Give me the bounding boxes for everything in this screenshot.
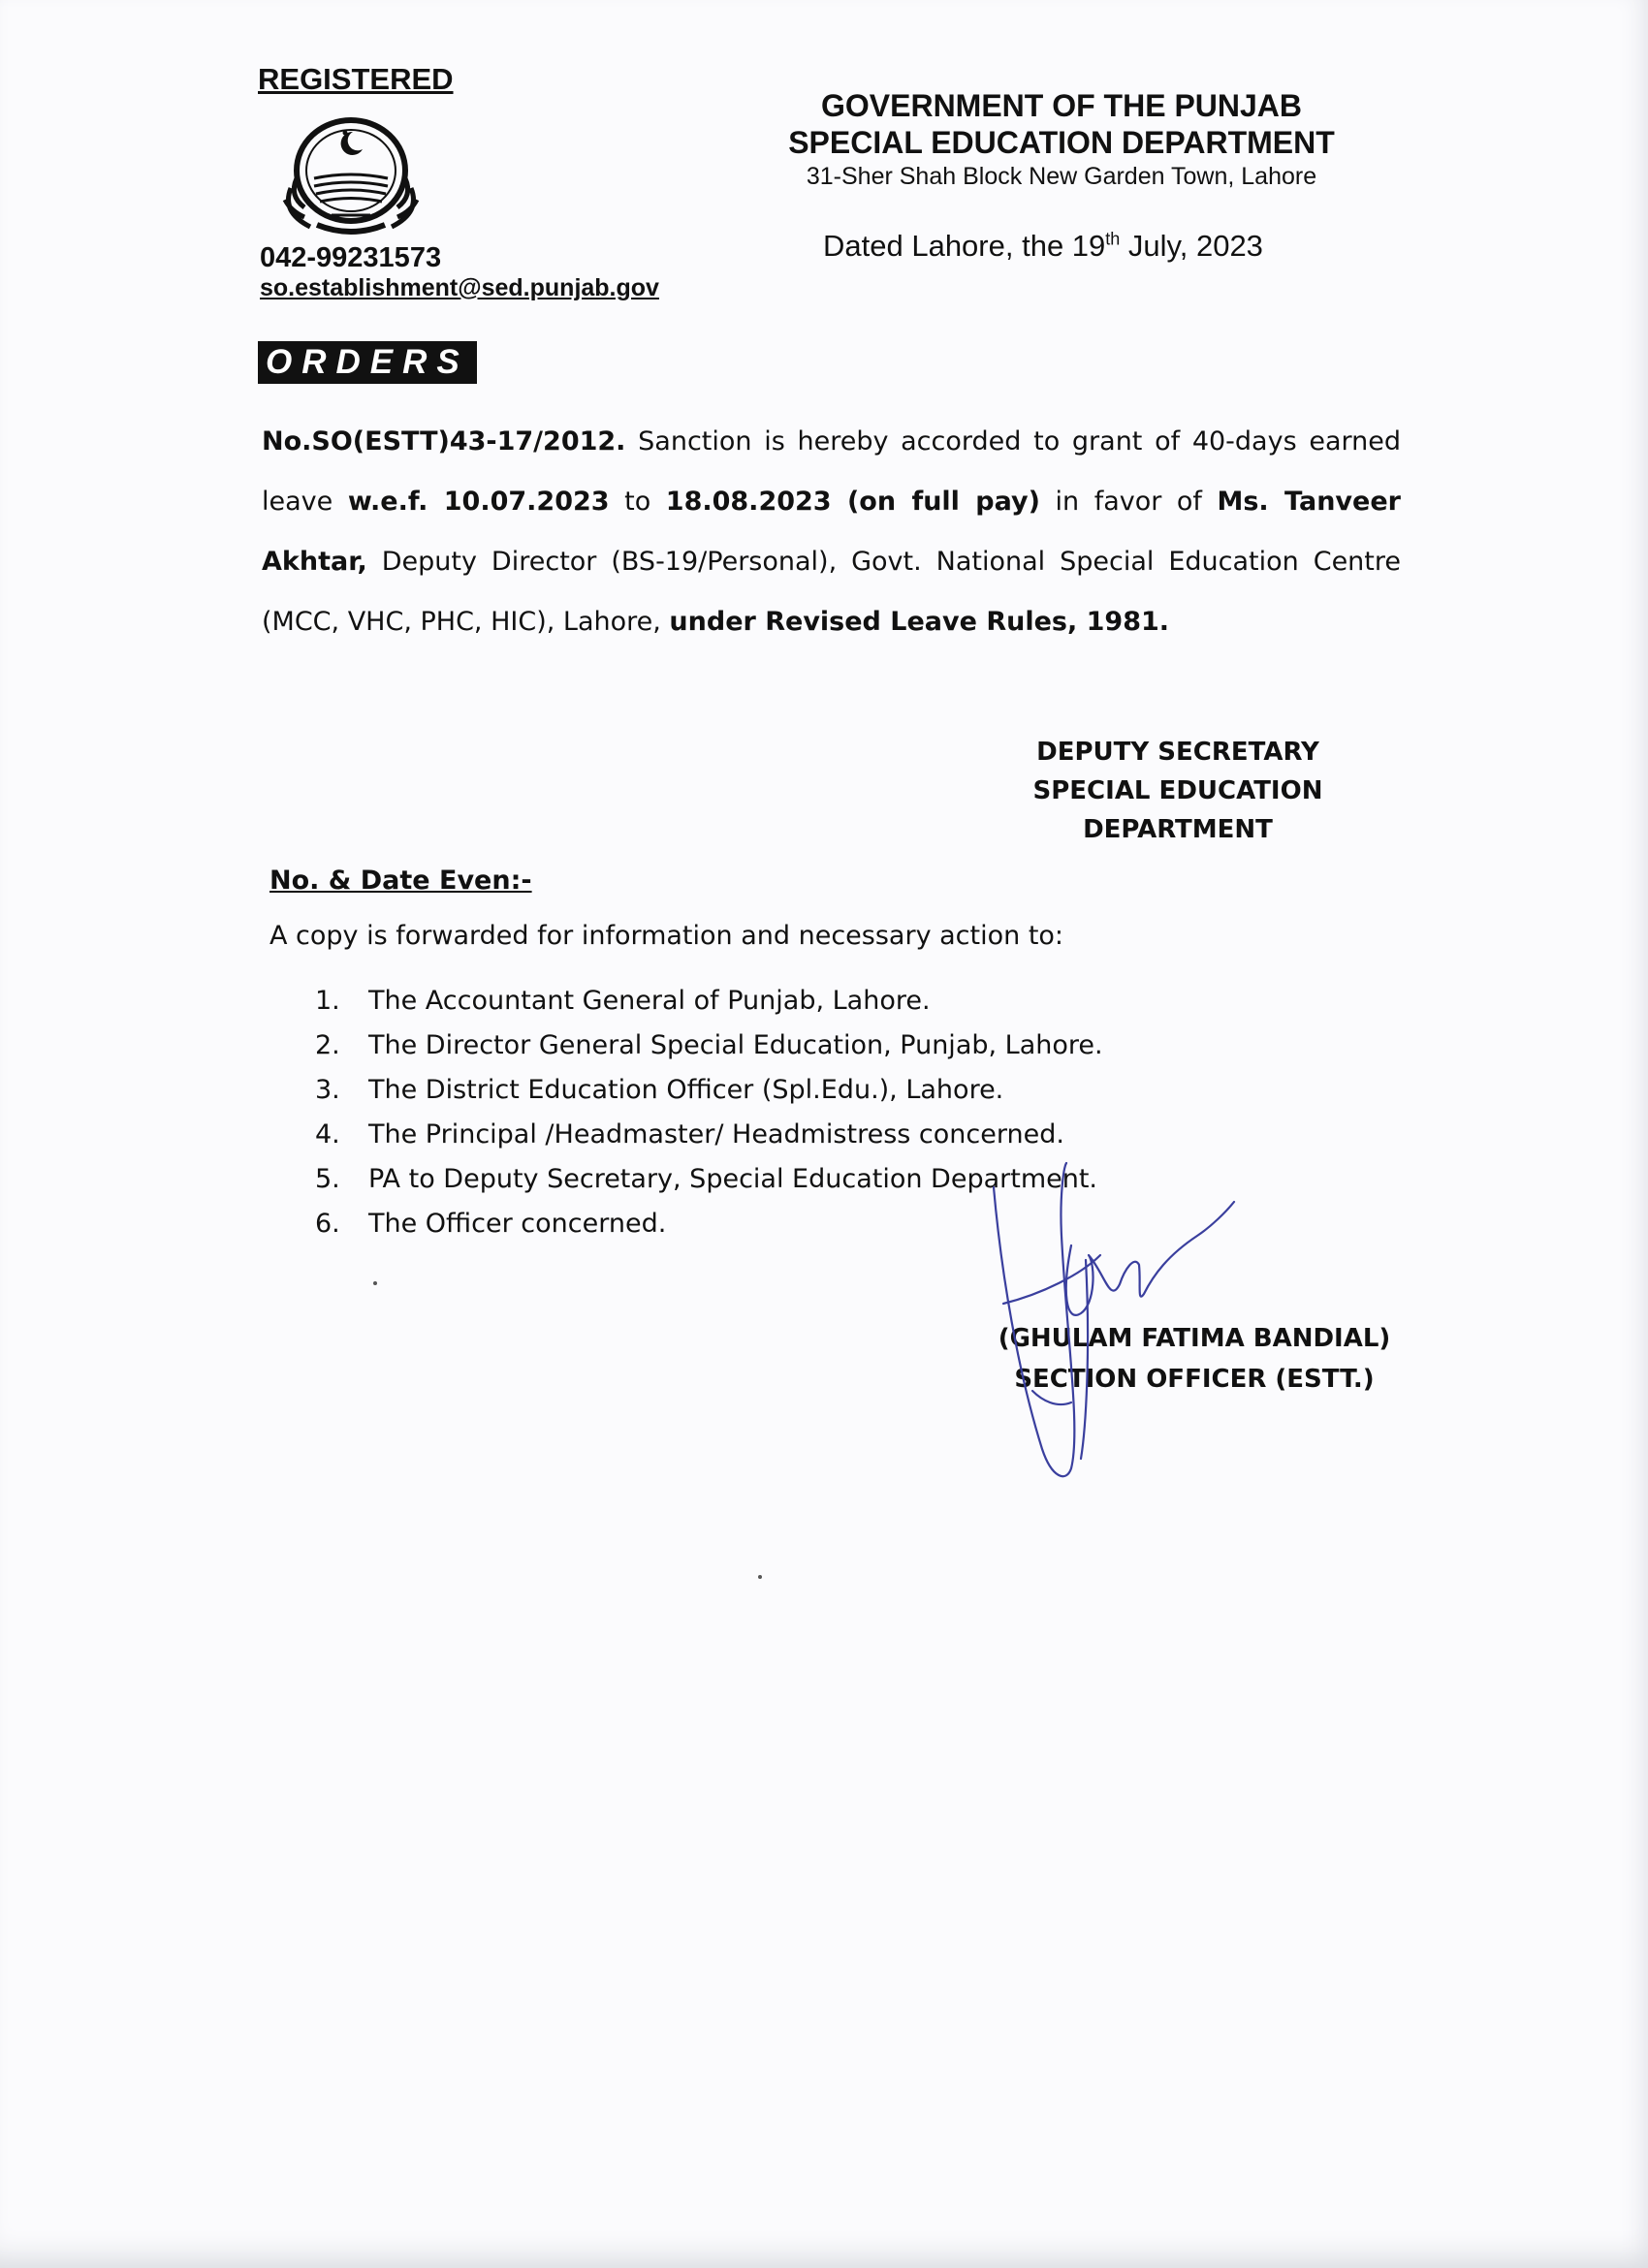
list-number: 5. xyxy=(315,1164,340,1194)
order-paragraph xyxy=(262,412,1401,652)
copy-heading: No. & Date Even:- xyxy=(269,866,532,896)
recipient-text: The Director General Special Education, Punjab, Lahore. xyxy=(368,1030,1103,1060)
list-number: 1. xyxy=(315,986,340,1016)
scan-speck xyxy=(373,1281,377,1285)
list-number: 2. xyxy=(315,1030,340,1060)
issuer-line-1: DEPUTY SECRETARY xyxy=(1036,738,1319,767)
recipient-text: The Accountant General of Punjab, Lahore. xyxy=(368,986,931,1016)
list-number: 6. xyxy=(315,1209,340,1239)
recipient-text: The District Education Officer (Spl.Edu.), Lahore. xyxy=(368,1075,1004,1105)
order-number: No.SO(ESTT)43-17/2012. xyxy=(262,426,626,457)
registered-label: REGISTERED xyxy=(258,62,454,96)
list-item xyxy=(315,979,1103,1024)
letterhead-header xyxy=(746,87,1377,192)
recipient-text: PA to Deputy Secretary, Special Education Department. xyxy=(368,1164,1098,1194)
government-title: GOVERNMENT OF THE PUNJAB xyxy=(820,88,1303,123)
recipient-text: The Principal /Headmaster/ Headmistress concerned. xyxy=(368,1119,1064,1150)
list-number: 3. xyxy=(315,1075,340,1105)
list-number: 4. xyxy=(315,1119,340,1150)
scan-speck xyxy=(758,1575,762,1579)
order-wef-date: w.e.f. 10.07.2023 xyxy=(347,487,610,517)
leave-rules: under Revised Leave Rules, 1981. xyxy=(669,607,1170,637)
orders-heading: ORDERS xyxy=(258,341,477,384)
date-prefix: Dated Lahore, the 19 xyxy=(823,229,1106,263)
department-title: SPECIAL EDUCATION DEPARTMENT xyxy=(788,125,1335,160)
officer-name: Ms. Tanveer Akhtar, xyxy=(262,487,1401,577)
issuer-designation xyxy=(998,733,1357,849)
copy-intro: A copy is forwarded for information and necessary action to: xyxy=(269,921,1064,951)
list-item xyxy=(315,1024,1103,1068)
order-to-date: 18.08.2023 (on full pay) xyxy=(665,487,1040,517)
punjab-government-emblem-icon xyxy=(264,110,438,242)
date-suffix: July, 2023 xyxy=(1120,229,1263,263)
list-item xyxy=(315,1068,1103,1113)
signatory-designation: SECTION OFFICER (ESTT.) xyxy=(1014,1365,1375,1394)
dated-line xyxy=(823,229,1263,264)
department-address: 31-Sher Shah Block New Garden Town, Lahore xyxy=(806,163,1317,190)
list-item xyxy=(315,1113,1103,1157)
issuer-line-2: SPECIAL EDUCATION xyxy=(1032,776,1323,805)
order-text-1: Sanction is hereby accorded to grant of 40-days earned leave xyxy=(262,426,1401,517)
issuer-line-3: DEPARTMENT xyxy=(1083,815,1273,844)
email-address: so.establishment@sed.punjab.gov xyxy=(260,274,659,301)
recipient-text: The Officer concerned. xyxy=(368,1209,667,1239)
order-text-3: in favor of xyxy=(1039,487,1218,517)
phone-number: 042-99231573 xyxy=(260,242,442,273)
order-text-2: to xyxy=(609,487,666,517)
date-ordinal: th xyxy=(1105,229,1121,249)
signatory-name: (GHULAM FATIMA BANDIAL) xyxy=(998,1324,1391,1353)
handwritten-signature xyxy=(974,1158,1265,1488)
order-text-4: Deputy Director (BS-19/Personal), Govt. National Special Education Centre (MCC, VHC, PHC, HIC), Lahore, xyxy=(262,547,1401,637)
